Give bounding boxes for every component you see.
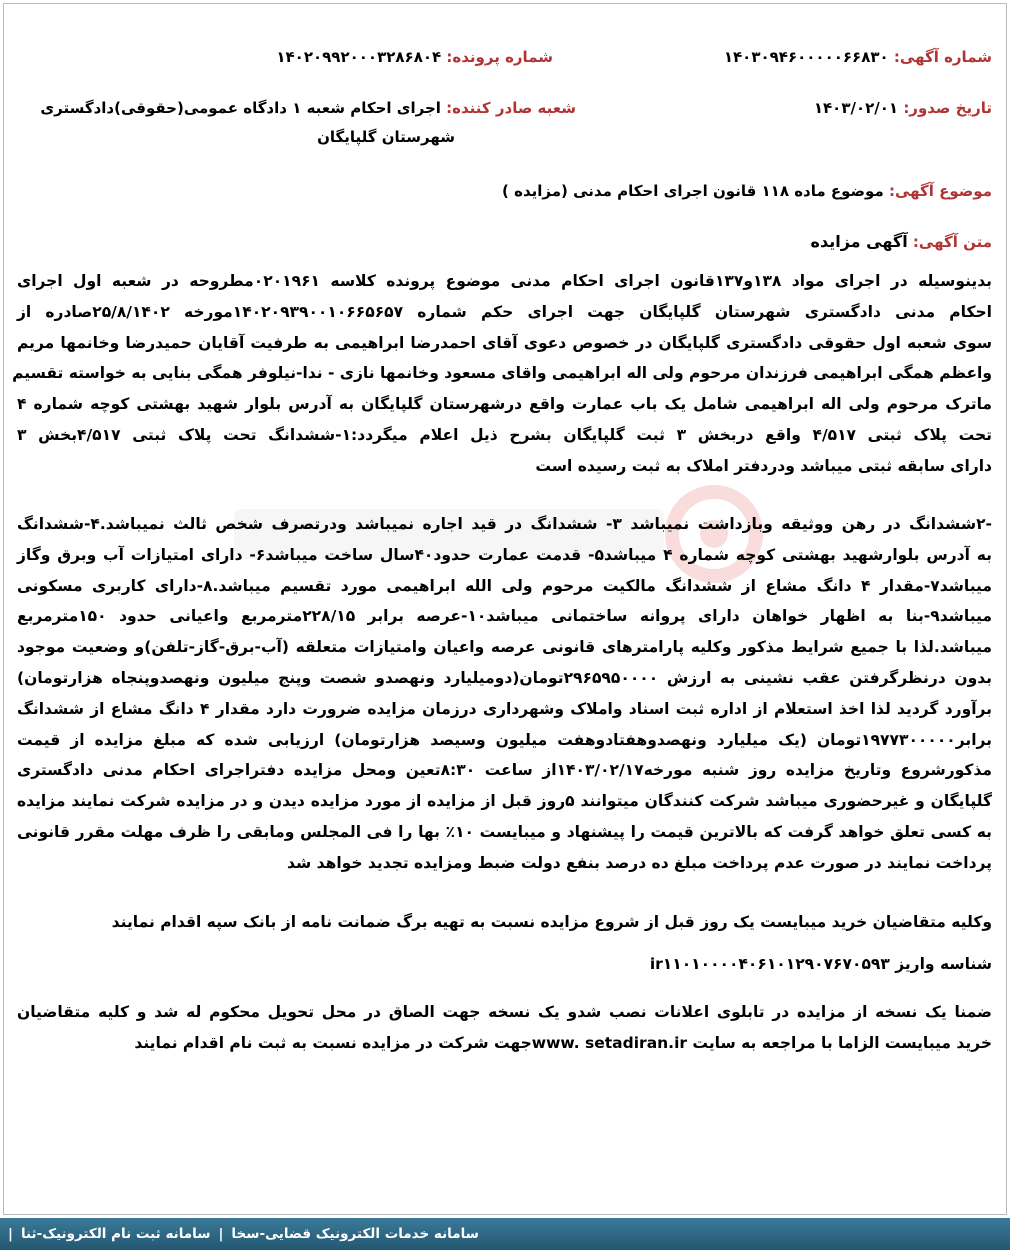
paragraph-line: -۲ششدانگ در رهن ووثیقه وبازداشت نمیباشد ۳- ششدانگ در قید اجاره نمیباشد ودرتصرف شخص ثالث نمیباشد.۴-ششدانگ	[17, 515, 992, 533]
paragraph-line: برآورد گردید لذا اخذ استعلام از اداره ثبت اسناد واملاک وشهرداری درزمان مزایده ضرورت دارد مقدار ۴ دانگ مشاع از ششدانگ	[17, 699, 992, 718]
paragraph-line: بدون درنظرگرفتن عقب نشینی به ارزش ۲۹۶۵۹۵۰۰۰۰تومان(دومیلیارد ونهصدو شصت وپنج میلیون ونهصدوپنجاه هزارتومان)	[17, 668, 992, 687]
body-header-label: متن آگهی:	[912, 233, 992, 251]
paragraph-1	[12, 266, 993, 482]
paragraph-line: وکلیه متقاضیان خرید میبایست یک روز قبل از شروع مزایده نسبت به تهیه برگ ضمانت نامه از بانک سپه اقدام نمایند	[111, 913, 992, 931]
case-number	[276, 48, 553, 66]
paragraph-line: سوی شعبه اول حقوقی دادگستری گلپایگان در خصوص دعوی آقای احمدرضا ابراهیمی به طرفیت آقایان حمیدرضا وخانمها مریم	[17, 333, 992, 352]
case-number-label: شماره پرونده:	[446, 48, 553, 66]
issue-date	[814, 99, 992, 117]
paragraph-line: میباشد.لذا با جمیع شرایط مذکور وکلیه پارامترهای قانونی عرصه واعیان وامتیازات متعلقه (آب-برق-گاز-تلفن)و وضعیت موجود	[17, 638, 992, 657]
footer-bar	[0, 1218, 1010, 1250]
issuer-line1: اجرای احکام شعبه ۱ دادگاه عمومی(حقوقی)دادگستری	[40, 99, 441, 117]
subject-value: موضوع ماده ۱۱۸ قانون اجرای احکام مدنی (مزایده )	[502, 182, 884, 200]
footer-link-sana[interactable]: سامانه ثبت نام الکترونیک-ثنا	[20, 1226, 211, 1242]
paragraph-line: گلپایگان و غیرحضوری میباشد شرکت کنندگان میتوانند ۵روز قبل از مزایده از مورد مزایده دیدن و در مزایده شرکت نمایند مزایده	[17, 792, 992, 811]
paragraph-line: میباشد۹-بنا به اظهار خواهان دارای پروانه ساختمانی میباشد۱۰-عرصه برابر ۲۲۸/۱۵مترمربع واعیانی حدود ۱۵۰مترمربع	[17, 607, 992, 626]
paragraph-line: به آدرس بلوارشهید بهشتی کوچه شماره ۴ میباشد۵- قدمت عمارت حدود۴۰سال ساخت میباشد۶- دارای امتیازات آب وبرق وگاز	[17, 545, 992, 564]
paragraph-line: مذکورشروع وتاریخ مزایده روز شنبه مورخه۱۴۰۳/۰۲/۱۷از ساعت ۸:۳۰تعین ومحل مزایده دفتراجرای احکام مدنی دادگستری	[17, 761, 992, 780]
issue-date-label: تاریخ صدور:	[903, 99, 992, 117]
paragraph-line: احکام مدنی دادگستری شهرستان گلپایگان جهت اجرای حکم شماره ۱۴۰۲۰۹۳۹۰۰۱۰۶۶۵۶۵۷مورخه ۲۵/۸/۱۴۰۲صادره از	[17, 302, 992, 321]
issuer-line2: شهرستان گلپایگان	[317, 128, 455, 146]
notice-number-label: شماره آگهی:	[893, 48, 992, 66]
paragraph-line: ماترک مرحوم ولی اله ابراهیمی شامل یک باب عمارت واقع درشهرستان گلپایگان به آدرس بلوار شهید بهشتی کوچه شماره ۴	[17, 395, 992, 414]
paragraph-4	[17, 949, 992, 980]
footer-separator: |	[8, 1226, 13, 1242]
paragraph-2	[17, 509, 992, 879]
paragraph-line: پرداخت نمایند در صورت عدم پرداخت مبلغ ده درصد بنفع دولت ضبط ومزایده تجدید خواهد شد	[287, 853, 992, 872]
paragraph-line: به کسی تعلق خواهد گرفت که بالاترین قیمت را پیشنهاد و میبایست ۱۰٪ بها را فی المجلس ومابقی را ظرف مهلت مقرر قانونی	[17, 822, 992, 841]
issuer-line2-row	[317, 128, 455, 146]
notice-number	[724, 48, 992, 66]
issuer-label: شعبه صادر کننده:	[446, 99, 576, 117]
paragraph-line: تحت پلاک ثبتی ۴/۵۱۷ واقع دربخش ۳ ثبت گلپایگان بشرح ذیل اعلام میگردد:۱-ششدانگ تحت پلاک ثبتی ۴/۵۱۷بخش ۳	[17, 425, 992, 444]
body-header	[811, 232, 992, 251]
paragraph-3	[17, 907, 992, 938]
case-number-value: ۱۴۰۲۰۹۹۲۰۰۰۳۲۸۶۸۰۴	[276, 48, 442, 66]
subject	[502, 182, 992, 200]
paragraph-5	[17, 997, 992, 1059]
paragraph-line: میباشد۷-مقدار ۴ دانگ مشاع از ششدانگ مالکیت مرحوم ولی الله ابراهیمی مورد تقسیم میباشد.۸-دارای کاربری مسکونی	[17, 576, 992, 595]
paragraph-line: دارای سابقه ثبتی میباشد ودردفتر املاک به ثبت رسیده است	[535, 456, 992, 475]
footer-separator: |	[218, 1226, 224, 1242]
footer-link-sakha[interactable]: سامانه خدمات الکترونیک قضایی-سخا	[231, 1226, 479, 1242]
paragraph-line: برابر۱۹۷۷۳۰۰۰۰۰تومان (یک میلیارد ونهصدوهفتادوهفت میلیون وسیصد هزارتومان) ارزیابی شده که مبلغ مزایده از قیمت	[17, 730, 992, 749]
paragraph-line: بدینوسیله در اجرای مواد ۱۳۸و۱۳۷قانون اجرای احکام مدنی موضوع پرونده کلاسه ۰۲۰۱۹۶۱مطروحه در شعبه اول اجرای	[17, 272, 993, 290]
subject-label: موضوع آگهی:	[888, 182, 992, 200]
issuer	[40, 99, 576, 117]
paragraph-line: واعظم همگی ابراهیمی فرزندان مرحوم ولی اله ابراهیمی واقای مسعود وخانمها نازی - ندا-نیلوفر همگی بنایی به خواسته تقسیم	[12, 364, 992, 383]
paragraph-line: ضمنا یک نسخه از مزایده در تابلوی اعلانات نصب شدو یک نسخه جهت الصاق در محل تحویل محکوم له شد و کلیه متقاضیان	[17, 1003, 992, 1021]
body-header-value: آگهی مزایده	[810, 232, 908, 251]
payment-id: شناسه واریز ir۱۱۰۱۰۰۰۰۴۰۶۱۰۱۲۹۰۷۶۷۰۵۹۳	[649, 955, 992, 973]
paragraph-line: خرید میبایست الزاما با مراجعه به سایت www. setadiran.irجهت شرکت در مزایده نسبت به ثبت نام اقدام نمایند	[134, 1033, 992, 1052]
notice-page	[3, 3, 1007, 1215]
notice-number-value: ۱۴۰۳۰۹۴۶۰۰۰۰۰۶۶۸۳۰	[723, 48, 889, 66]
issue-date-value: ۱۴۰۳/۰۲/۰۱	[813, 99, 899, 117]
